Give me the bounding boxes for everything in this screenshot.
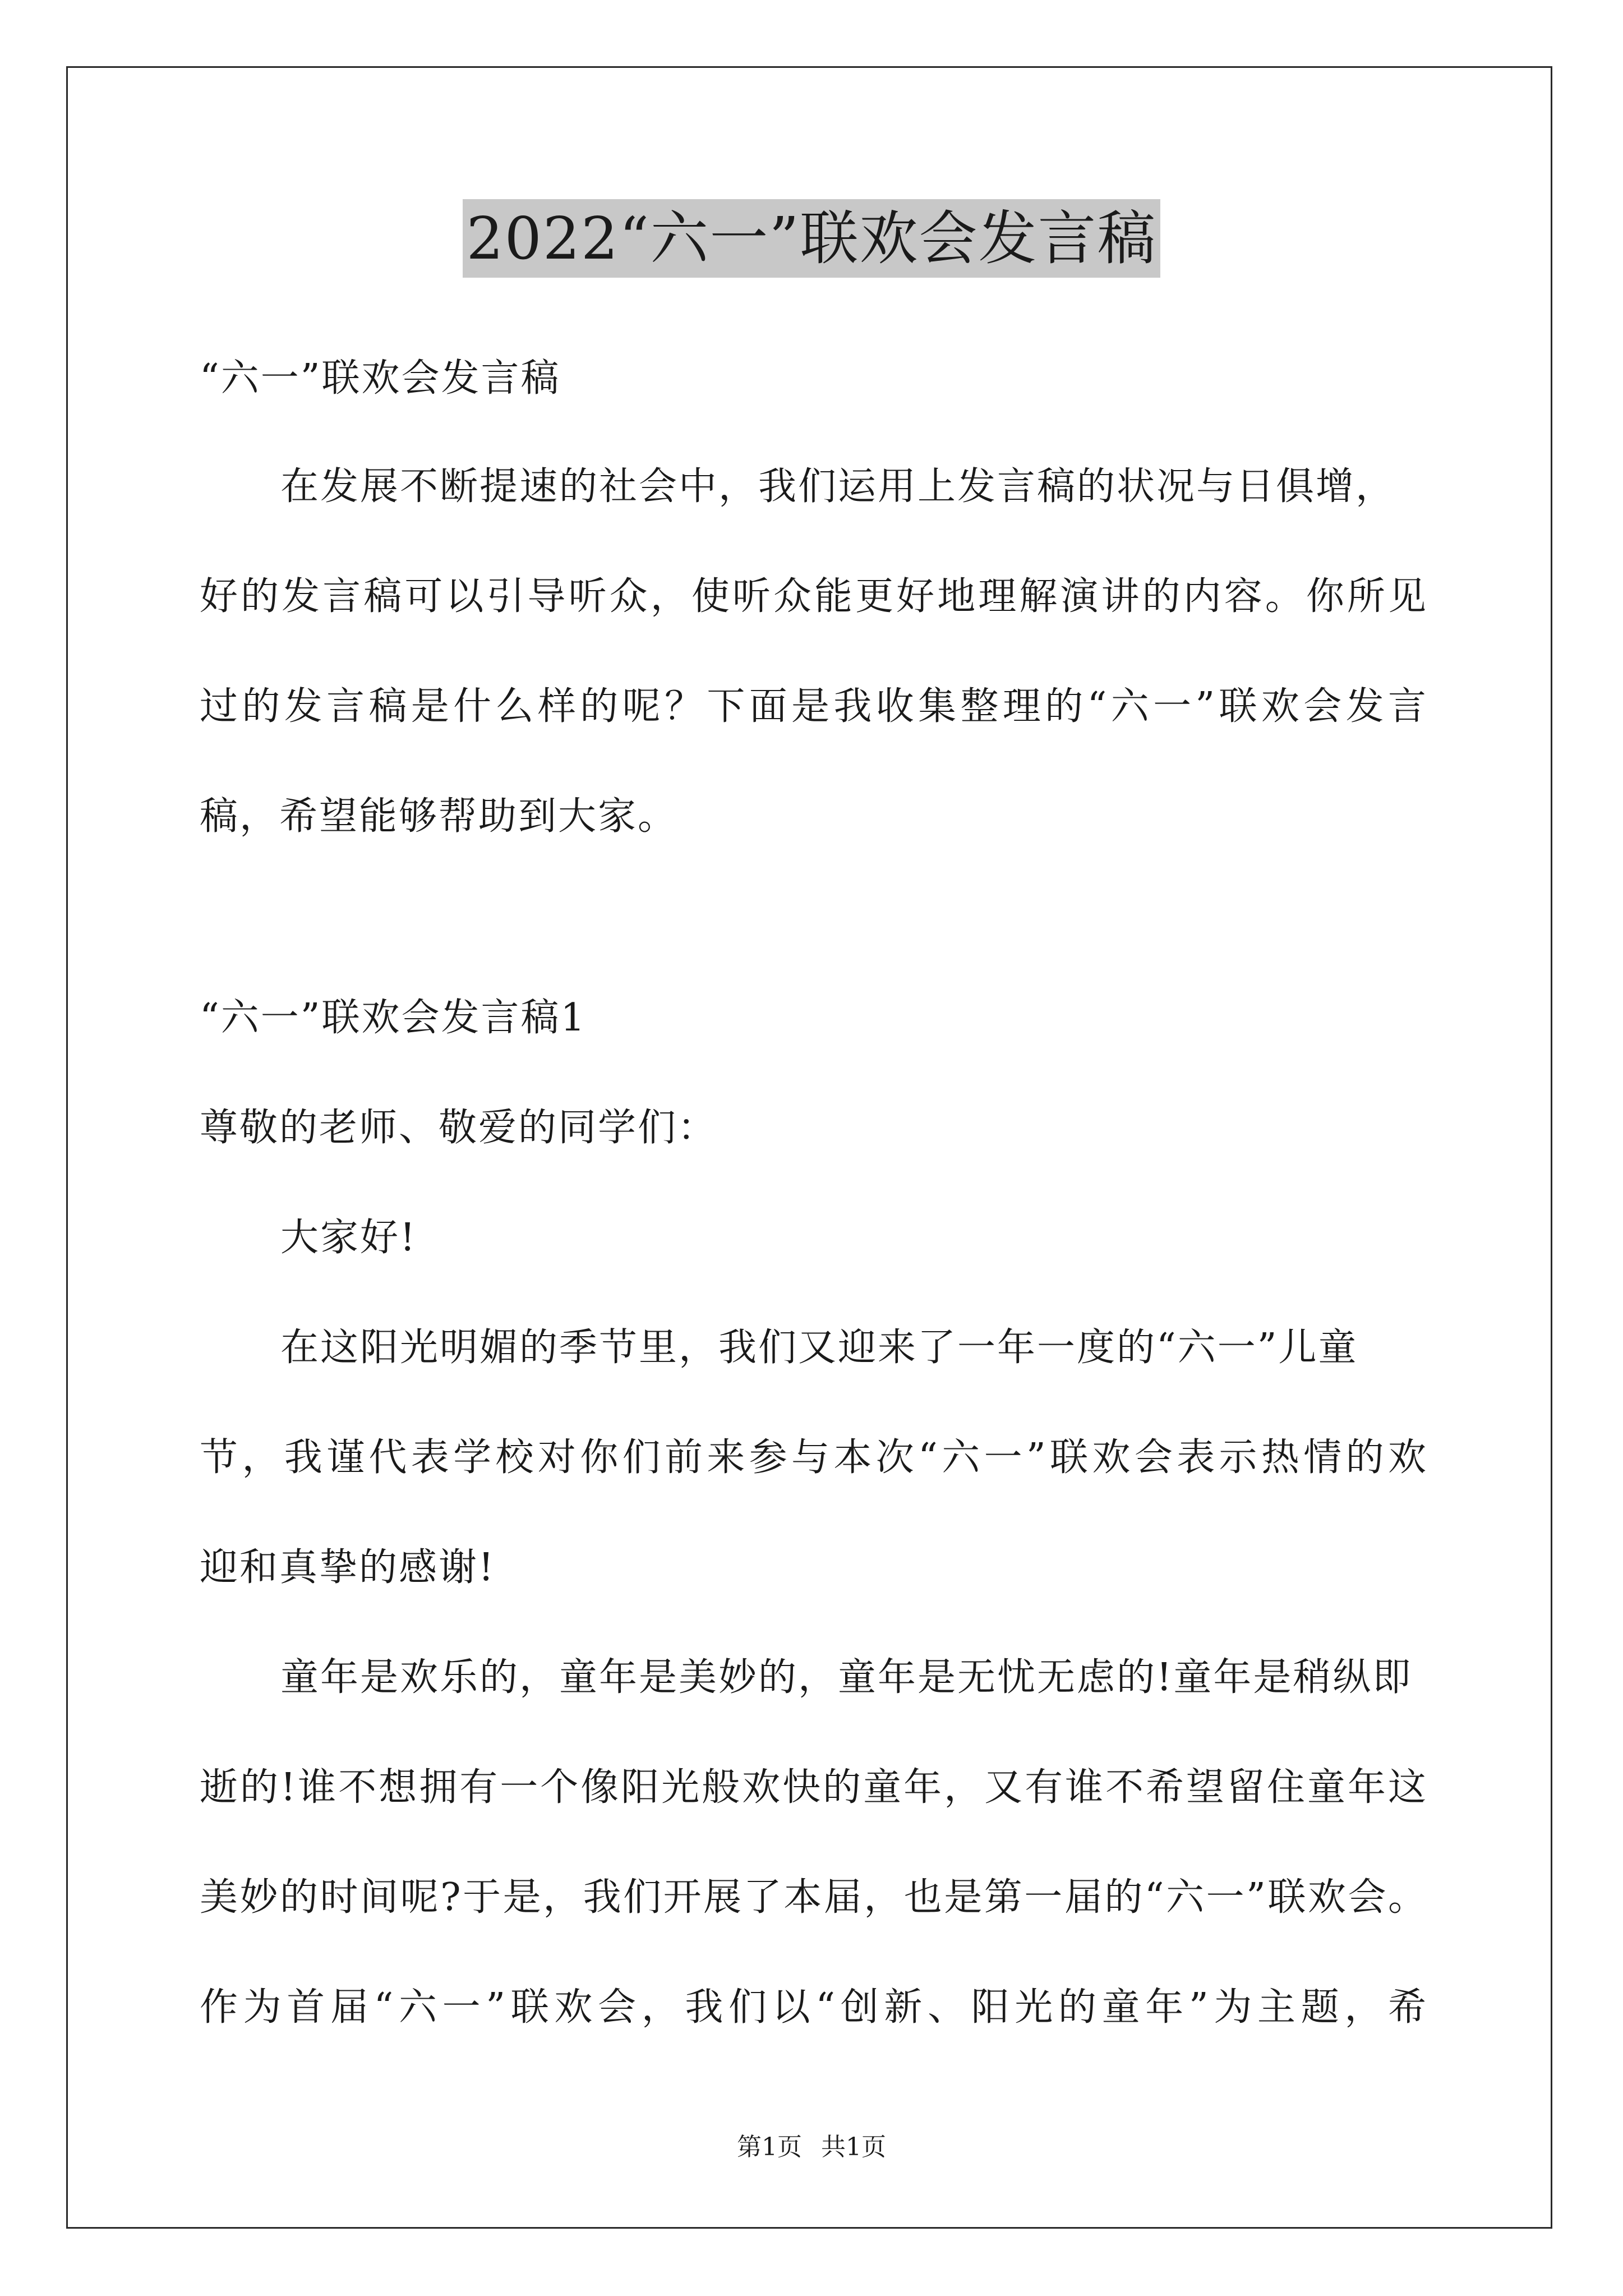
paragraph-line: 美妙的时间呢?于是，我们开展了本届，也是第一届的“六一”联欢会。 (200, 1875, 1428, 1920)
paragraph-line: 过的发言稿是什么样的呢？下面是我收集整理的“六一”联欢会发言 (200, 684, 1428, 729)
section-heading: “六一”联欢会发言稿1 (200, 996, 587, 1040)
greeting: 大家好! (280, 1216, 417, 1260)
paragraph-line: 迎和真挚的感谢! (200, 1545, 496, 1590)
intro-heading: “六一”联欢会发言稿 (200, 356, 561, 401)
paragraph-line: 童年是欢乐的，童年是美妙的，童年是无忧无虑的!童年是稍纵即 (280, 1655, 1413, 1700)
salutation: 尊敬的老师、敬爱的同学们： (200, 1106, 718, 1150)
page-footer (0, 2131, 1623, 2164)
paragraph-line: 逝的!谁不想拥有一个像阳光般欢快的童年，又有谁不希望留住童年这 (200, 1765, 1428, 1810)
paragraph-line: 稿，希望能够帮助到大家。 (200, 794, 678, 839)
page-number: 第1页 (737, 2133, 802, 2161)
paragraph-line: 节，我谨代表学校对你们前来参与本次“六一”联欢会表示热情的欢 (200, 1435, 1428, 1480)
document-title: 2022“六一”联欢会发言稿 (463, 199, 1160, 278)
paragraph-line: 作为首届“六一”联欢会，我们以“创新、阳光的童年”为主题，希 (200, 1985, 1428, 2030)
title-container (0, 199, 1623, 278)
paragraph-line: 好的发言稿可以引导听众，使听众能更好地理解演讲的内容。你所见 (200, 574, 1428, 619)
paragraph-line: 在发展不断提速的社会中，我们运用上发言稿的状况与日俱增， (280, 464, 1396, 509)
paragraph-line: 在这阳光明媚的季节里，我们又迎来了一年一度的“六一”儿童 (280, 1326, 1358, 1370)
page-total: 共1页 (821, 2133, 886, 2161)
